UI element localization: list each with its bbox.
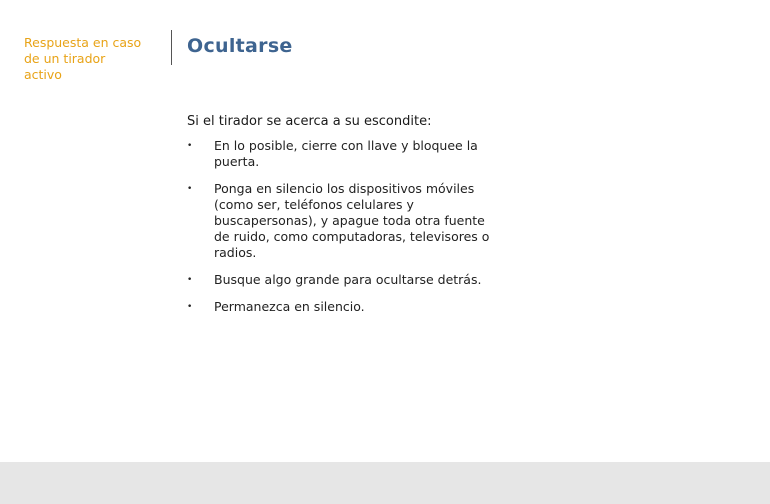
list-item [187,181,497,261]
footer-bar [0,462,770,504]
list-item-text: Permanezca en silencio. [214,299,365,314]
bullet-marker: • [187,141,193,151]
title-divider [171,30,172,65]
list-item [187,272,497,288]
intro-text: Si el tirador se acerca a su escondite: [187,114,432,129]
list-item-text: En lo posible, cierre con llave y bloquee la puerta. [214,138,478,169]
instruction-list [187,138,497,326]
list-item-text: Busque algo grande para ocultarse detrás. [214,272,482,287]
section-label: Respuesta en caso de un tirador activo [24,35,142,82]
list-item [187,138,497,170]
list-item [187,299,497,315]
list-item-text: Ponga en silencio los dispositivos móviles (como ser, teléfonos celulares y buscapersonas), y apague toda otra fuente de ruido, como computadoras, televisores o radios. [214,181,490,260]
bullet-marker: • [187,184,193,194]
page-title: Ocultarse [187,35,293,57]
bullet-marker: • [187,275,193,285]
bullet-marker: • [187,302,193,312]
